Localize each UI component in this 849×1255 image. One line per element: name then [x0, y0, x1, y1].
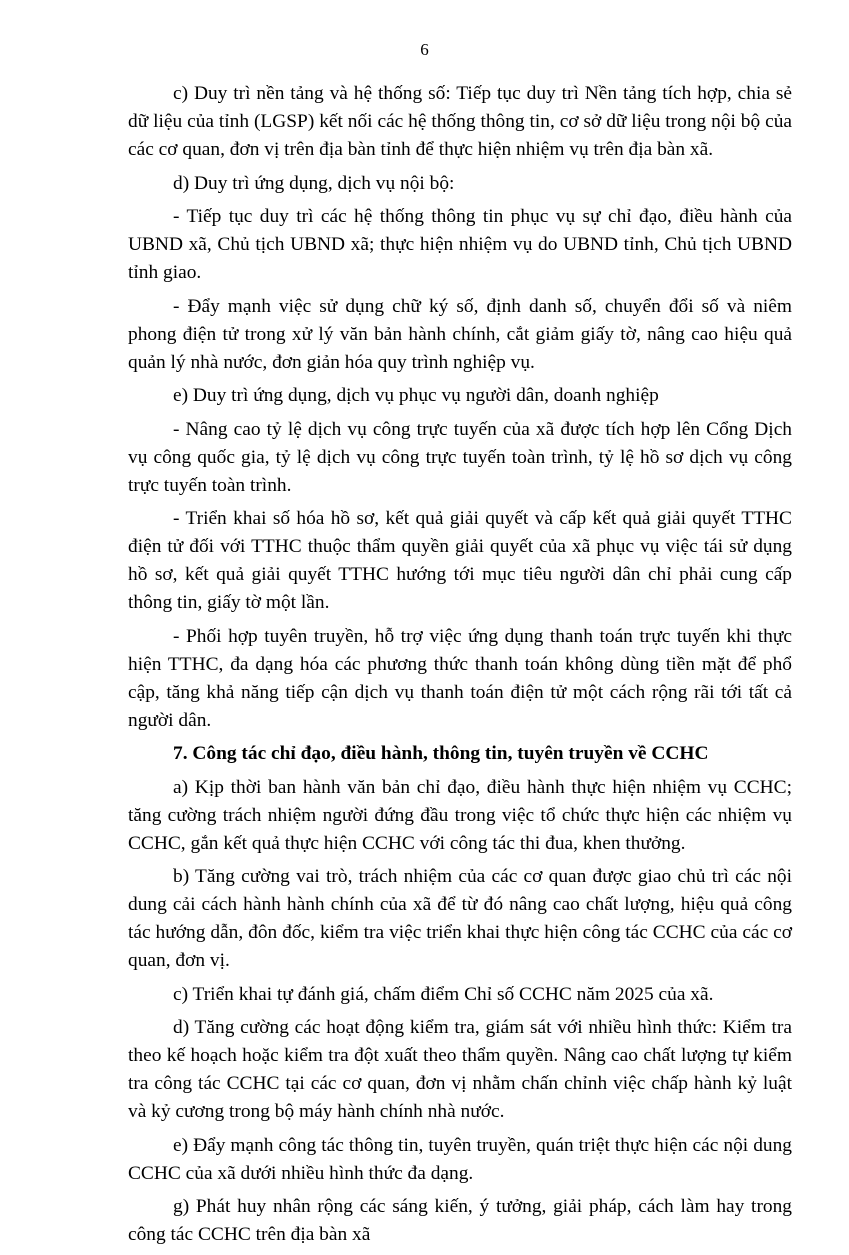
page-number: 6: [420, 40, 429, 59]
paragraph: - Nâng cao tỷ lệ dịch vụ công trực tuyến của xã được tích hợp lên Cổng Dịch vụ công quốc gia, tỷ lệ dịch vụ công trực tuyến toàn trình, tỷ lệ hồ sơ dịch vụ công trực tuyến toàn trình.: [128, 418, 792, 496]
paragraph: d) Tăng cường các hoạt động kiểm tra, giám sát với nhiều hình thức: Kiểm tra theo kế hoạch hoặc kiểm tra đột xuất theo thẩm quyền. Nâng cao chất lượng tự kiểm tra công tác CCHC tại các cơ quan, đơn vị nhằm chấn chỉnh việc chấp hành kỷ luật và kỷ cương trong bộ máy hành chính nhà nước.: [128, 1017, 792, 1122]
paragraph: - Triển khai số hóa hồ sơ, kết quả giải quyết và cấp kết quả giải quyết TTHC điện tử đối với TTHC thuộc thẩm quyền giải quyết của xã phục vụ việc tái sử dụng hồ sơ, kết quả giải quyết TTHC hướng tới mục tiêu người dân chỉ phải cung cấp thông tin, giấy tờ một lần.: [128, 508, 792, 613]
document-body: [128, 80, 792, 1255]
paragraph: e) Đẩy mạnh công tác thông tin, tuyên truyền, quán triệt thực hiện các nội dung CCHC của xã dưới nhiều hình thức đa dạng.: [128, 1134, 792, 1184]
paragraph: - Tiếp tục duy trì các hệ thống thông tin phục vụ sự chỉ đạo, điều hành của UBND xã, Chủ tịch UBND xã; thực hiện nhiệm vụ do UBND tỉnh, Chủ tịch UBND tỉnh giao.: [128, 206, 792, 283]
paragraph: c) Triển khai tự đánh giá, chấm điểm Chỉ số CCHC năm 2025 của xã.: [173, 983, 714, 1005]
paragraph: g) Phát huy nhân rộng các sáng kiến, ý tưởng, giải pháp, cách làm hay trong công tác CCHC trên địa bàn xã: [128, 1196, 792, 1245]
paragraph: - Phối hợp tuyên truyền, hỗ trợ việc ứng dụng thanh toán trực tuyến khi thực hiện TTHC, đa dạng hóa các phương thức thanh toán không dùng tiền mặt để phổ cập, tăng khả năng tiếp cận dịch vụ thanh toán điện tử một cách rộng rãi tới tất cả người dân.: [128, 625, 792, 731]
paragraph: - Đẩy mạnh việc sử dụng chữ ký số, định danh số, chuyển đổi số và niêm phong điện tử trong xử lý văn bản hành chính, cắt giảm giấy tờ, nâng cao hiệu quả quản lý nhà nước, đơn giản hóa quy trình nghiệp vụ.: [128, 295, 792, 373]
paragraph: d) Duy trì ứng dụng, dịch vụ nội bộ:: [173, 172, 455, 194]
paragraph: a) Kịp thời ban hành văn bản chỉ đạo, điều hành thực hiện nhiệm vụ CCHC; tăng cường trách nhiệm người đứng đầu trong việc tổ chức thực hiện các nhiệm vụ CCHC, gắn kết quả thực hiện CCHC với công tác thi đua, khen thưởng.: [128, 776, 792, 854]
paragraph: e) Duy trì ứng dụng, dịch vụ phục vụ người dân, doanh nghiệp: [173, 385, 659, 406]
paragraph: b) Tăng cường vai trò, trách nhiệm của các cơ quan được giao chủ trì các nội dung cải cách hành hành chính của xã để từ đó nâng cao chất lượng, hiệu quả công tác hướng dẫn, đôn đốc, kiểm tra việc triển khai thực hiện công tác CCHC của các cơ quan, đơn vị.: [128, 866, 792, 971]
section-heading: 7. Công tác chỉ đạo, điều hành, thông tin, tuyên truyền về CCHC: [173, 743, 709, 764]
paragraph: c) Duy trì nền tảng và hệ thống số: Tiếp tục duy trì Nền tảng tích hợp, chia sẻ dữ liệu của tỉnh (LGSP) kết nối các hệ thống thông tin, cơ sở dữ liệu trong nội bộ của các cơ quan, đơn vị trên địa bàn tỉnh để thực hiện nhiệm vụ trên địa bàn xã.: [128, 83, 792, 160]
